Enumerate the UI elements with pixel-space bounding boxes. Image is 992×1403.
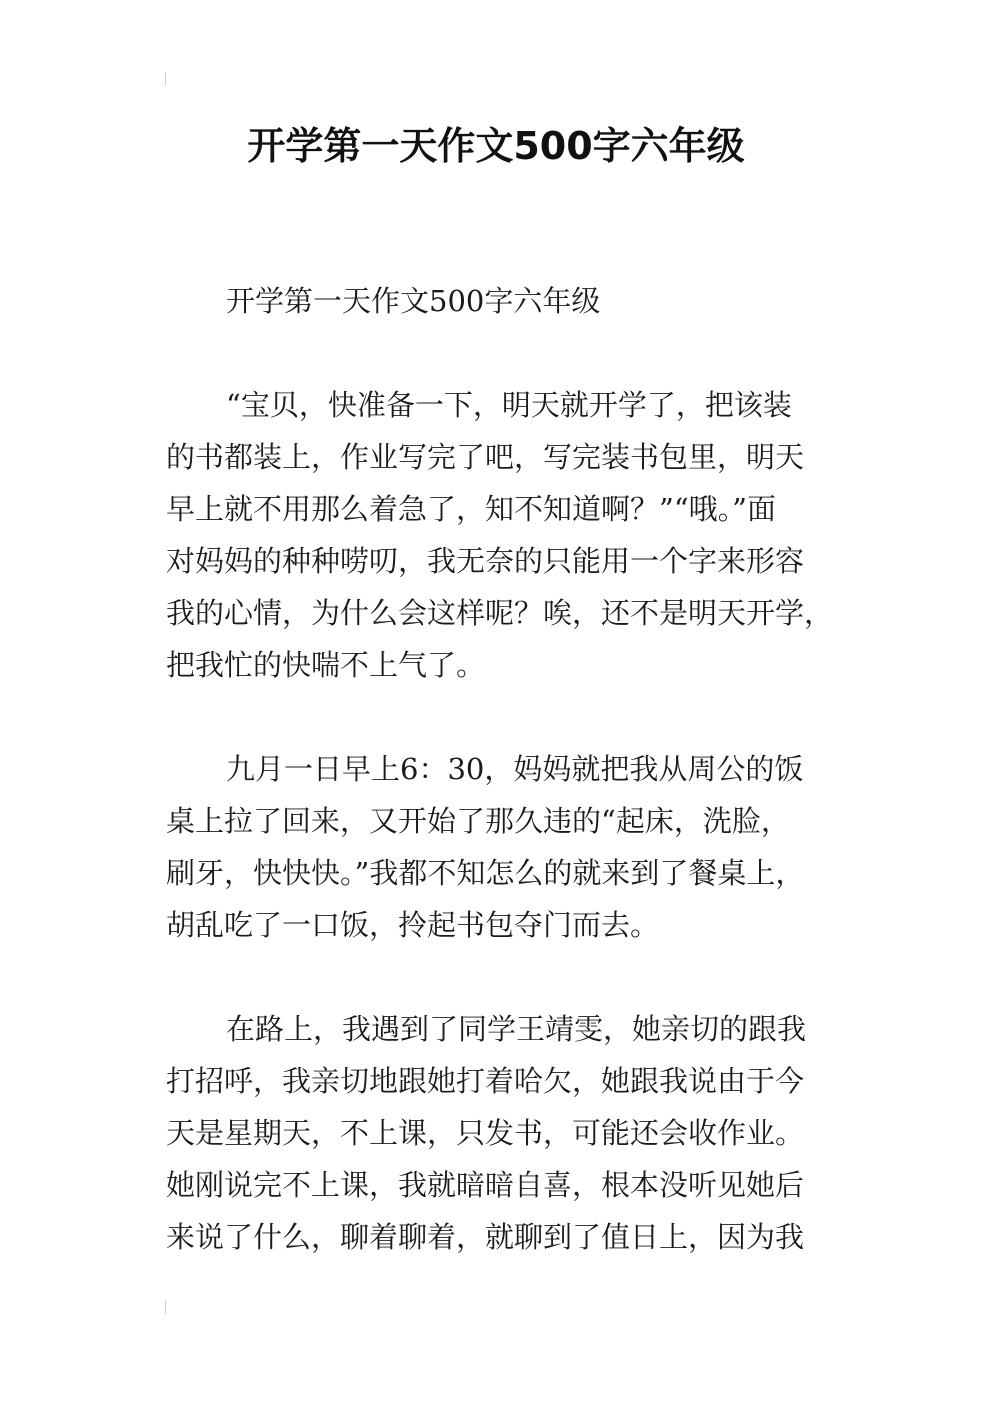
- paragraph-2: [166, 743, 838, 951]
- paragraph-line: 她刚说完不上课，我就暗暗自喜，根本没听见她后: [166, 1168, 805, 1202]
- paragraph-gap: [166, 951, 838, 1003]
- page-corner-mark-bottom: [165, 1300, 166, 1314]
- paragraph-line: 天是星期天，不上课，只发书，可能还会收作业。: [166, 1116, 805, 1150]
- paragraph-line: 对妈妈的种种唠叨，我无奈的只能用一个字来形容: [166, 544, 805, 578]
- paragraph-line: 打招呼，我亲切地跟她打着哈欠，她跟我说由于今: [166, 1064, 805, 1098]
- document-title: 开学第一天作文500字六年级: [247, 124, 745, 168]
- paragraph-line: 的书都装上，作业写完了吧，写完装书包里，明天: [166, 440, 805, 474]
- document-body: [166, 275, 838, 1263]
- paragraph-1: [166, 379, 838, 691]
- paragraph-line: 在路上，我遇到了同学王靖雯，她亲切的跟我: [226, 1012, 807, 1046]
- paragraph-gap: [166, 691, 838, 743]
- article-heading: 开学第一天作文500字六年级: [226, 284, 601, 318]
- paragraph-line: “宝贝，快准备一下，明天就开学了，把该装: [226, 388, 792, 422]
- paragraph-3: [166, 1003, 838, 1263]
- paragraph-line: 把我忙的快喘不上气了。: [166, 648, 486, 682]
- paragraph-line: 早上就不用那么着急了，知不知道啊？”“哦。”面: [166, 492, 776, 526]
- paragraph-line: 桌上拉了回来，又开始了那久违的“起床，洗脸，: [166, 804, 790, 838]
- paragraph-line: 来说了什么，聊着聊着，就聊到了值日上，因为我: [166, 1220, 805, 1254]
- paragraph-line: 我的心情，为什么会这样呢？唉，还不是明天开学，: [166, 596, 834, 630]
- paragraph-line: 九月一日早上6：30，妈妈就把我从周公的饭: [226, 752, 804, 786]
- paragraph-line: 刷牙，快快快。”我都不知怎么的就来到了餐桌上，: [166, 856, 805, 890]
- paragraph-gap: [166, 327, 838, 379]
- paragraph-line: 胡乱吃了一口饭，拎起书包夺门而去。: [166, 908, 660, 942]
- page-corner-mark-top: [165, 72, 166, 86]
